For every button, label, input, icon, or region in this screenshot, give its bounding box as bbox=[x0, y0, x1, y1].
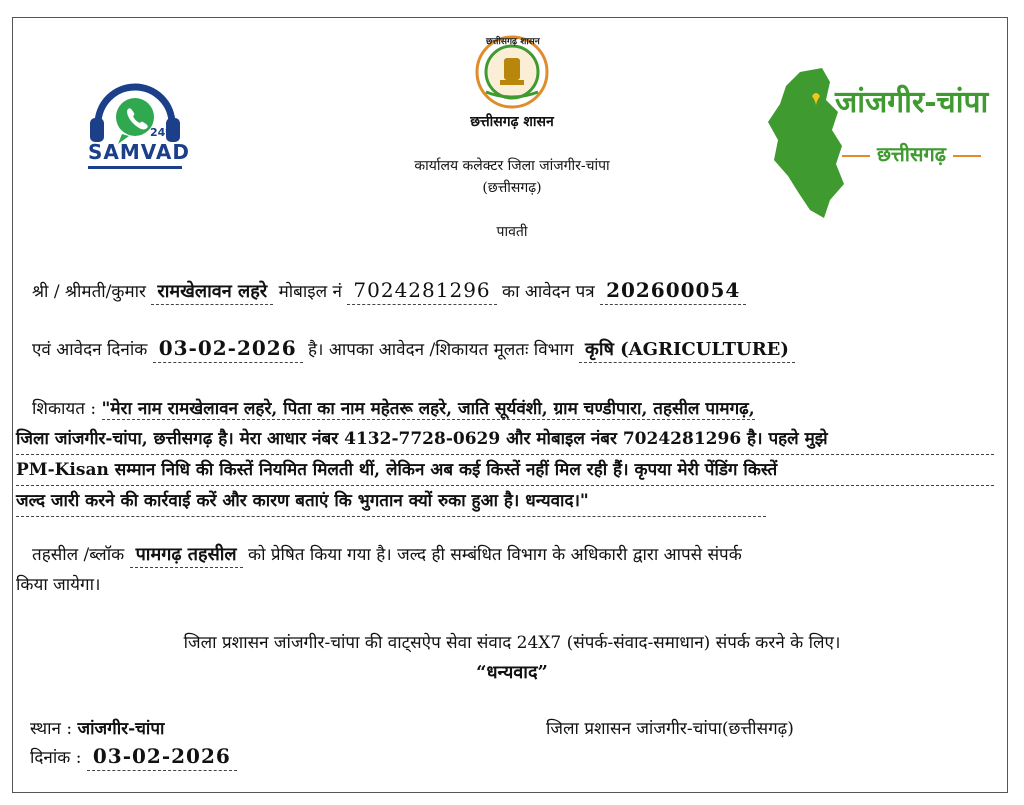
forward-text-1: को प्रेषित किया गया है। जल्द ही सम्बंधित विभाग के अधिकारी द्वारा आपसे संपर्क bbox=[248, 545, 742, 565]
complaint-text-3: PM-Kisan सम्मान निधि की किस्तें नियमित मिलती थीं, लेकिन अब कई किस्तें नहीं मिल रही हैं। कृपया मेरी पेंडिंग किस्तें bbox=[16, 455, 994, 486]
place-label: स्थान : bbox=[30, 719, 73, 739]
tehsil-label: तहसील /ब्लॉक bbox=[32, 545, 125, 565]
forward-text-2: किया जायेगा। bbox=[16, 575, 101, 595]
department-label: है। आपका आवेदन /शिकायत मूलतः विभाग bbox=[308, 340, 574, 360]
footer-date-label: दिनांक : bbox=[30, 748, 82, 768]
mobile-number: 7024281296 bbox=[347, 278, 496, 305]
department-value: कृषि (AGRICULTURE) bbox=[579, 339, 795, 363]
emblem-text: छत्तीसगढ़ शासन bbox=[486, 37, 540, 47]
complaint-line-1 bbox=[16, 394, 1008, 424]
complaint-text-4: जल्द जारी करने की कार्रवाई करें और कारण बताएं कि भुगतान क्यों रुका हुआ है। धन्यवाद।" bbox=[16, 486, 766, 517]
receipt-title: पावती bbox=[496, 224, 528, 240]
thanks-text: “धन्यवाद” bbox=[476, 662, 548, 683]
footer-date-line bbox=[30, 744, 237, 768]
footer-date-value: 03-02-2026 bbox=[87, 744, 237, 771]
footer-note: जिला प्रशासन जांजगीर-चांपा की वाट्सऐप सेवा संवाद 24X7 (संपर्क-संवाद-समाधान) संपर्क करने के लिए। bbox=[183, 633, 841, 653]
application-label: का आवेदन पत्र bbox=[502, 282, 595, 302]
applicant-name: रामखेलावन लहरे bbox=[151, 281, 273, 305]
place-line bbox=[30, 716, 164, 739]
office-title: कार्यालय कलेक्टर जिला जांजगीर-चांपा bbox=[414, 158, 610, 174]
applicant-line bbox=[32, 278, 746, 303]
application-date-label: एवं आवेदन दिनांक bbox=[32, 340, 148, 360]
state-subtitle-text: छत्तीसगढ़ bbox=[876, 142, 947, 166]
authority-signature: जिला प्रशासन जांजगीर-चांपा(छत्तीसगढ़) bbox=[546, 719, 794, 739]
mobile-label: मोबाइल नं bbox=[278, 282, 342, 302]
complaint-text-2: जिला जांजगीर-चांपा, छत्तीसगढ़ है। मेरा आधार नंबर 4132-7728-0629 और मोबाइल नंबर 7024281296 है। पहले मुझे bbox=[16, 424, 994, 455]
application-date: 03-02-2026 bbox=[153, 336, 303, 363]
government-title: छत्तीसगढ़ शासन bbox=[470, 114, 554, 130]
title-prefix: श्री / श्रीमती/कुमार bbox=[32, 282, 146, 302]
right-orange-dash bbox=[953, 155, 981, 157]
left-orange-dash bbox=[842, 155, 870, 157]
complaint-text-1: "मेरा नाम रामखेलावन लहरे, पिता का नाम महेतरू लहरे, जाति सूर्यवंशी, ग्राम चण्डीपारा, तहसील पामगढ़, bbox=[101, 399, 755, 419]
place-value: जांजगीर-चांपा bbox=[77, 719, 165, 739]
complaint-label: शिकायत : bbox=[32, 399, 97, 419]
application-number: 202600054 bbox=[600, 278, 746, 305]
forward-block bbox=[16, 540, 1008, 600]
chhattisgarh-emblem bbox=[464, 32, 560, 110]
state-subtitle bbox=[842, 140, 981, 167]
forward-line-1 bbox=[16, 540, 1008, 570]
office-state: (छत्तीसगढ़) bbox=[482, 180, 542, 196]
tehsil-value: पामगढ़ तहसील bbox=[130, 544, 243, 568]
date-department-line bbox=[32, 336, 795, 361]
district-title: जांजगीर-चांपा bbox=[835, 85, 989, 120]
samvad-tag: 24*7 bbox=[150, 126, 179, 139]
samvad-brand: SAMVAD bbox=[88, 140, 190, 164]
complaint-block bbox=[16, 394, 1008, 517]
